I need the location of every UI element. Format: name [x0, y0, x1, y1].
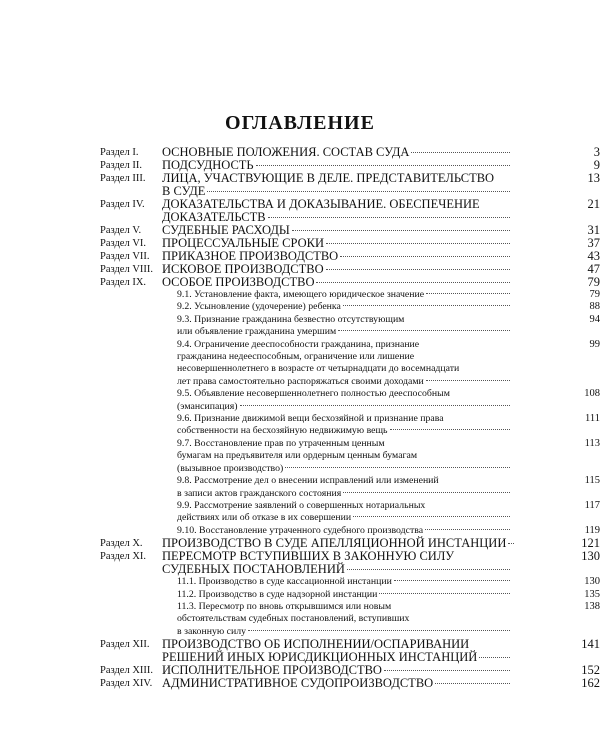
dot-leader: [326, 269, 510, 270]
page-number: 119: [584, 524, 600, 536]
entry-title-line: ПРИКАЗНОЕ ПРОИЗВОДСТВО: [162, 249, 339, 263]
entry-title-line: ДОКАЗАТЕЛЬСТВ: [162, 210, 266, 224]
entry-title-line: лет права самостоятельно распоряжаться своими доходами: [177, 375, 424, 387]
dot-leader: [411, 152, 510, 153]
toc-subentry: [0, 289, 600, 301]
toc-subentry: [0, 475, 600, 500]
page-number: 21: [587, 197, 600, 211]
entry-title-line: В СУДЕ: [162, 184, 206, 198]
entry-title-line: собственности на бесхозяйную недвижимую вещь: [177, 425, 388, 437]
entry-title-line: действиях или об отказе в их совершении: [177, 512, 352, 524]
page-number: 9: [593, 158, 600, 172]
entry-title-line: бумагам на предъявителя или ордерным ценным бумагам: [177, 450, 418, 462]
entry-title-line: 9.5. Объявление несовершеннолетнего полностью дееспособным: [177, 388, 450, 400]
toc-section: [0, 276, 600, 289]
toc-section: [0, 198, 600, 224]
entry-title-line: 9.1. Установление факта, имеющего юридическое значение: [177, 289, 425, 300]
page-number: 43: [587, 249, 600, 263]
entry-title-line: или объявление гражданина умершим: [177, 326, 337, 338]
toc-subentry: [0, 576, 600, 588]
entry-title-line: РЕШЕНИЙ ИНЫХ ЮРИСДИКЦИОННЫХ ИНСТАНЦИЙ: [162, 650, 478, 665]
page-number: 113: [584, 437, 600, 449]
entry-title-line: ПРОИЗВОДСТВО В СУДЕ АПЕЛЛЯЦИОННОЙ ИНСТАНЦИИ: [162, 536, 507, 551]
section-label: Раздел XIV.: [100, 678, 153, 690]
toc-subentry: [0, 339, 600, 389]
dot-leader: [256, 165, 510, 166]
section-label: Раздел IX.: [100, 277, 147, 288]
entry-title-line: 11.2. Производство в суде надзорной инстанции: [177, 588, 378, 600]
page-number: 3: [593, 145, 600, 159]
toc-subentry: [0, 438, 600, 475]
entry-title-line: 9.10. Восстановление утраченного судебного производства: [177, 524, 424, 536]
entry-title-line: ПЕРЕСМОТР ВСТУПИВШИХ В ЗАКОННУЮ СИЛУ: [162, 549, 455, 564]
dot-leader: [326, 243, 510, 244]
entry-title-line: ОСОБОЕ ПРОИЗВОДСТВО: [162, 275, 315, 289]
dot-leader: [343, 492, 510, 493]
entry-title-line: ИСКОВОЕ ПРОИЗВОДСТВО: [162, 262, 324, 276]
section-label: Раздел I.: [100, 147, 139, 158]
entry-title-line: 9.6. Признание движимой вещи бесхозяйной и признание права: [177, 413, 444, 425]
page-number: 99: [589, 338, 600, 350]
page-number: 162: [581, 676, 600, 691]
entry-title-line: СУДЕБНЫХ ПОСТАНОВЛЕНИЙ: [162, 562, 345, 577]
page-number: 79: [587, 275, 600, 289]
entry-title-line: 9.2. Усыновление (удочерение) ребенка: [177, 301, 341, 313]
section-label: Раздел X.: [100, 538, 143, 550]
page-number: 115: [584, 475, 600, 487]
dot-leader: [316, 282, 510, 283]
entry-title-line: 9.7. Восстановление прав по утраченным ценным: [177, 437, 385, 449]
dot-leader: [384, 670, 510, 671]
toc-subentry: [0, 601, 600, 638]
entry-title-line: ЛИЦА, УЧАСТВУЮЩИЕ В ДЕЛЕ. ПРЕДСТАВИТЕЛЬСТВО: [162, 171, 495, 185]
toc-section: [0, 677, 600, 690]
dot-leader: [268, 217, 510, 218]
entry-title-line: в законную силу: [177, 625, 246, 637]
dot-leader: [340, 256, 510, 257]
entry-title-line: 9.3. Признание гражданина безвестно отсутствующим: [177, 313, 405, 325]
dot-leader: [435, 683, 510, 684]
toc-subentry: [0, 388, 600, 413]
dot-leader: [343, 305, 510, 306]
dot-leader: [240, 405, 510, 406]
toc-subentry: [0, 500, 600, 525]
dot-leader: [347, 569, 510, 570]
dot-leader: [207, 191, 510, 192]
dot-leader: [248, 630, 510, 631]
toc-section: [0, 146, 600, 159]
section-label: Раздел VIII.: [100, 264, 154, 275]
page-number: 135: [584, 588, 600, 600]
page-number: 138: [584, 600, 600, 612]
toc-subentry: [0, 301, 600, 313]
dot-leader: [394, 580, 510, 581]
entry-title-line: (вызывное производство): [177, 462, 284, 474]
entry-title-line: 11.1. Производство в суде кассационной инстанции: [177, 576, 392, 588]
section-label: Раздел V.: [100, 225, 142, 236]
page-title: ОГЛАВЛЕНИЕ: [225, 112, 375, 134]
entry-title-line: АДМИНИСТРАТИВНОЕ СУДОПРОИЗВОДСТВО: [162, 676, 434, 691]
toc-section: [0, 638, 600, 664]
page-number: 13: [587, 171, 600, 185]
entry-title-line: 9.4. Ограничение дееспособности гражданина, признание: [177, 338, 420, 350]
toc-subentry: [0, 314, 600, 339]
dot-leader: [285, 467, 510, 468]
toc-subentry: [0, 413, 600, 438]
page-number: 79: [589, 289, 600, 300]
section-label: Раздел IV.: [100, 199, 145, 210]
entry-title-line: ОСНОВНЫЕ ПОЛОЖЕНИЯ. СОСТАВ СУДА: [162, 145, 410, 159]
page-number: 111: [585, 413, 600, 425]
entry-title-line: несовершеннолетнего в возрасте от четырнадцати до восемнадцати: [177, 363, 460, 375]
dot-leader: [425, 529, 510, 530]
entry-title-line: 11.3. Пересмотр по вновь открывшимся или новым: [177, 600, 392, 612]
page-number: 121: [581, 536, 600, 551]
section-label: Раздел XII.: [100, 639, 150, 651]
entry-title-line: СУДЕБНЫЕ РАСХОДЫ: [162, 223, 290, 237]
entry-title-line: ДОКАЗАТЕЛЬСТВА И ДОКАЗЫВАНИЕ. ОБЕСПЕЧЕНИЕ: [162, 197, 480, 211]
entry-title-line: гражданина недееспособным, ограничение или лишение: [177, 351, 415, 363]
dot-leader: [353, 516, 510, 517]
section-label: Раздел XI.: [100, 551, 147, 563]
entry-title-line: 9.8. Рассмотрение дел о внесении исправлений или изменений: [177, 475, 439, 487]
entry-title-line: в записи актов гражданского состояния: [177, 487, 342, 499]
page-number: 117: [584, 499, 600, 511]
toc-section: [0, 172, 600, 198]
dot-leader: [338, 330, 510, 331]
page-number: 108: [584, 388, 600, 400]
dot-leader: [479, 657, 510, 658]
page-number: 130: [581, 549, 600, 564]
dot-leader: [426, 380, 510, 381]
dot-leader: [390, 429, 510, 430]
entry-title-line: (эмансипация): [177, 400, 238, 412]
section-label: Раздел VI.: [100, 238, 147, 249]
section-label: Раздел II.: [100, 160, 142, 171]
entry-title-line: ПРОЦЕССУАЛЬНЫЕ СРОКИ: [162, 236, 324, 250]
dot-leader: [426, 293, 510, 294]
page-number: 47: [587, 262, 600, 276]
page-number: 37: [587, 236, 600, 250]
page-number: 141: [581, 637, 600, 652]
section-label: Раздел VII.: [100, 251, 150, 262]
page-number: 152: [581, 663, 600, 678]
page-number: 31: [587, 223, 600, 237]
page-number: 88: [589, 301, 600, 313]
section-label: Раздел III.: [100, 173, 146, 184]
toc-section: [0, 550, 600, 576]
entry-title-line: ИСПОЛНИТЕЛЬНОЕ ПРОИЗВОДСТВО: [162, 663, 382, 678]
page-number: 130: [584, 576, 600, 588]
dot-leader: [292, 230, 510, 231]
dot-leader: [379, 593, 510, 594]
section-label: Раздел XIII.: [100, 665, 154, 677]
table-of-contents: [0, 146, 600, 690]
page-number: 94: [589, 313, 600, 325]
entry-title-line: ПОДСУДНОСТЬ: [162, 158, 254, 172]
entry-title-line: 9.9. Рассмотрение заявлений о совершенных нотариальных: [177, 499, 426, 511]
entry-title-line: обстоятельствам судебных постановлений, вступивших: [177, 613, 410, 625]
entry-title-line: ПРОИЗВОДСТВО ОБ ИСПОЛНЕНИИ/ОСПАРИВАНИИ: [162, 637, 470, 652]
toc-subentry: [0, 589, 600, 601]
